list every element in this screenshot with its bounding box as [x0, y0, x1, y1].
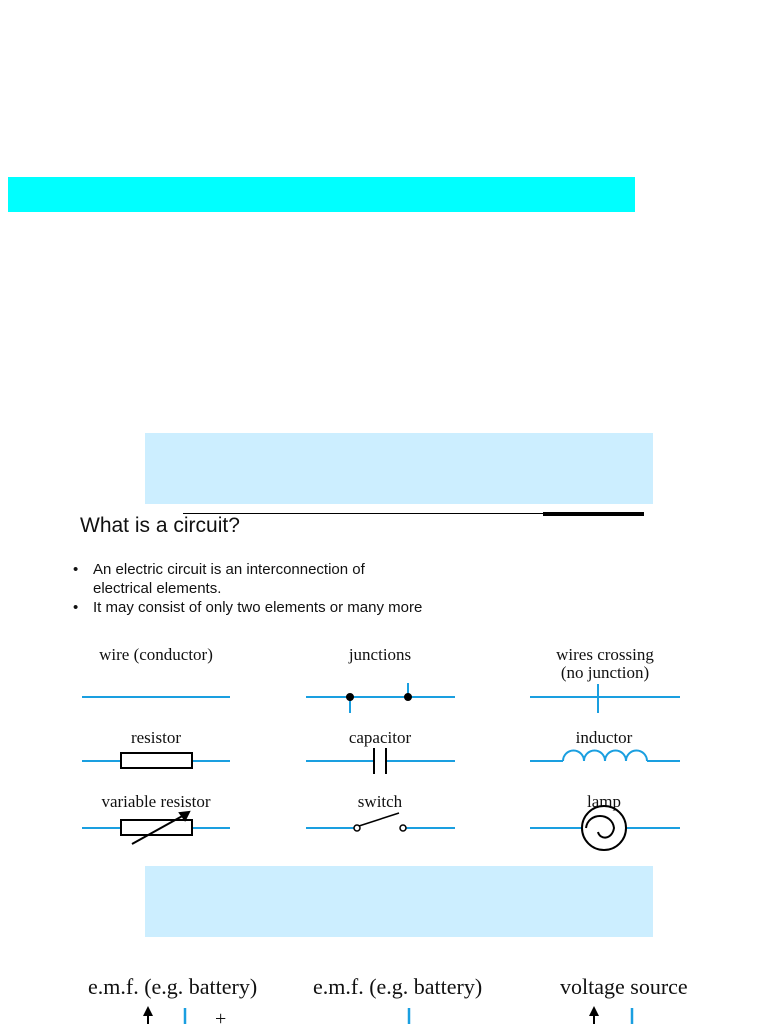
label-no-junction: (no junction): [560, 663, 650, 682]
label-switch: switch: [357, 792, 403, 811]
label-junctions: junctions: [348, 645, 412, 664]
slide-heading: What is a circuit?: [80, 514, 240, 537]
junction-dot-left: [347, 694, 353, 700]
label-lamp: lamp: [587, 792, 621, 811]
wires-crossing-symbol: [530, 684, 680, 713]
junction-dot-right: [405, 694, 411, 700]
label-emf-2: e.m.f. (e.g. battery): [313, 974, 483, 999]
resistor-symbol: [121, 753, 192, 768]
variable-resistor-arrow: [180, 812, 189, 820]
plus-sign: +: [215, 1008, 227, 1030]
bullet-text-1: An electric circuit is an interconnection of: [93, 561, 365, 578]
label-capacitor: capacitor: [348, 728, 412, 747]
label-wires-crossing: wires crossing: [556, 645, 654, 664]
label-wire: wire (conductor): [99, 645, 213, 664]
label-inductor: inductor: [575, 728, 633, 747]
capacitor-symbol: [374, 748, 386, 774]
switch-symbol: [354, 813, 406, 831]
label-emf-1: e.m.f. (e.g. battery): [88, 974, 258, 999]
label-voltage-source: voltage source: [560, 974, 688, 999]
inductor-symbol: [530, 751, 680, 762]
emf1-arrow-head: [143, 1006, 153, 1016]
lamp-symbol: [582, 806, 626, 850]
label-resistor: resistor: [130, 728, 182, 747]
voltage-source-arrow-head: [589, 1006, 599, 1016]
label-variable-resistor: variable resistor: [101, 792, 211, 811]
junctions-symbol: [306, 683, 455, 713]
variable-resistor-symbol: [121, 814, 192, 844]
bullet-text-1-cont: electrical elements.: [93, 580, 222, 597]
bullet-text-2: It may consist of only two elements or many more: [93, 599, 423, 616]
